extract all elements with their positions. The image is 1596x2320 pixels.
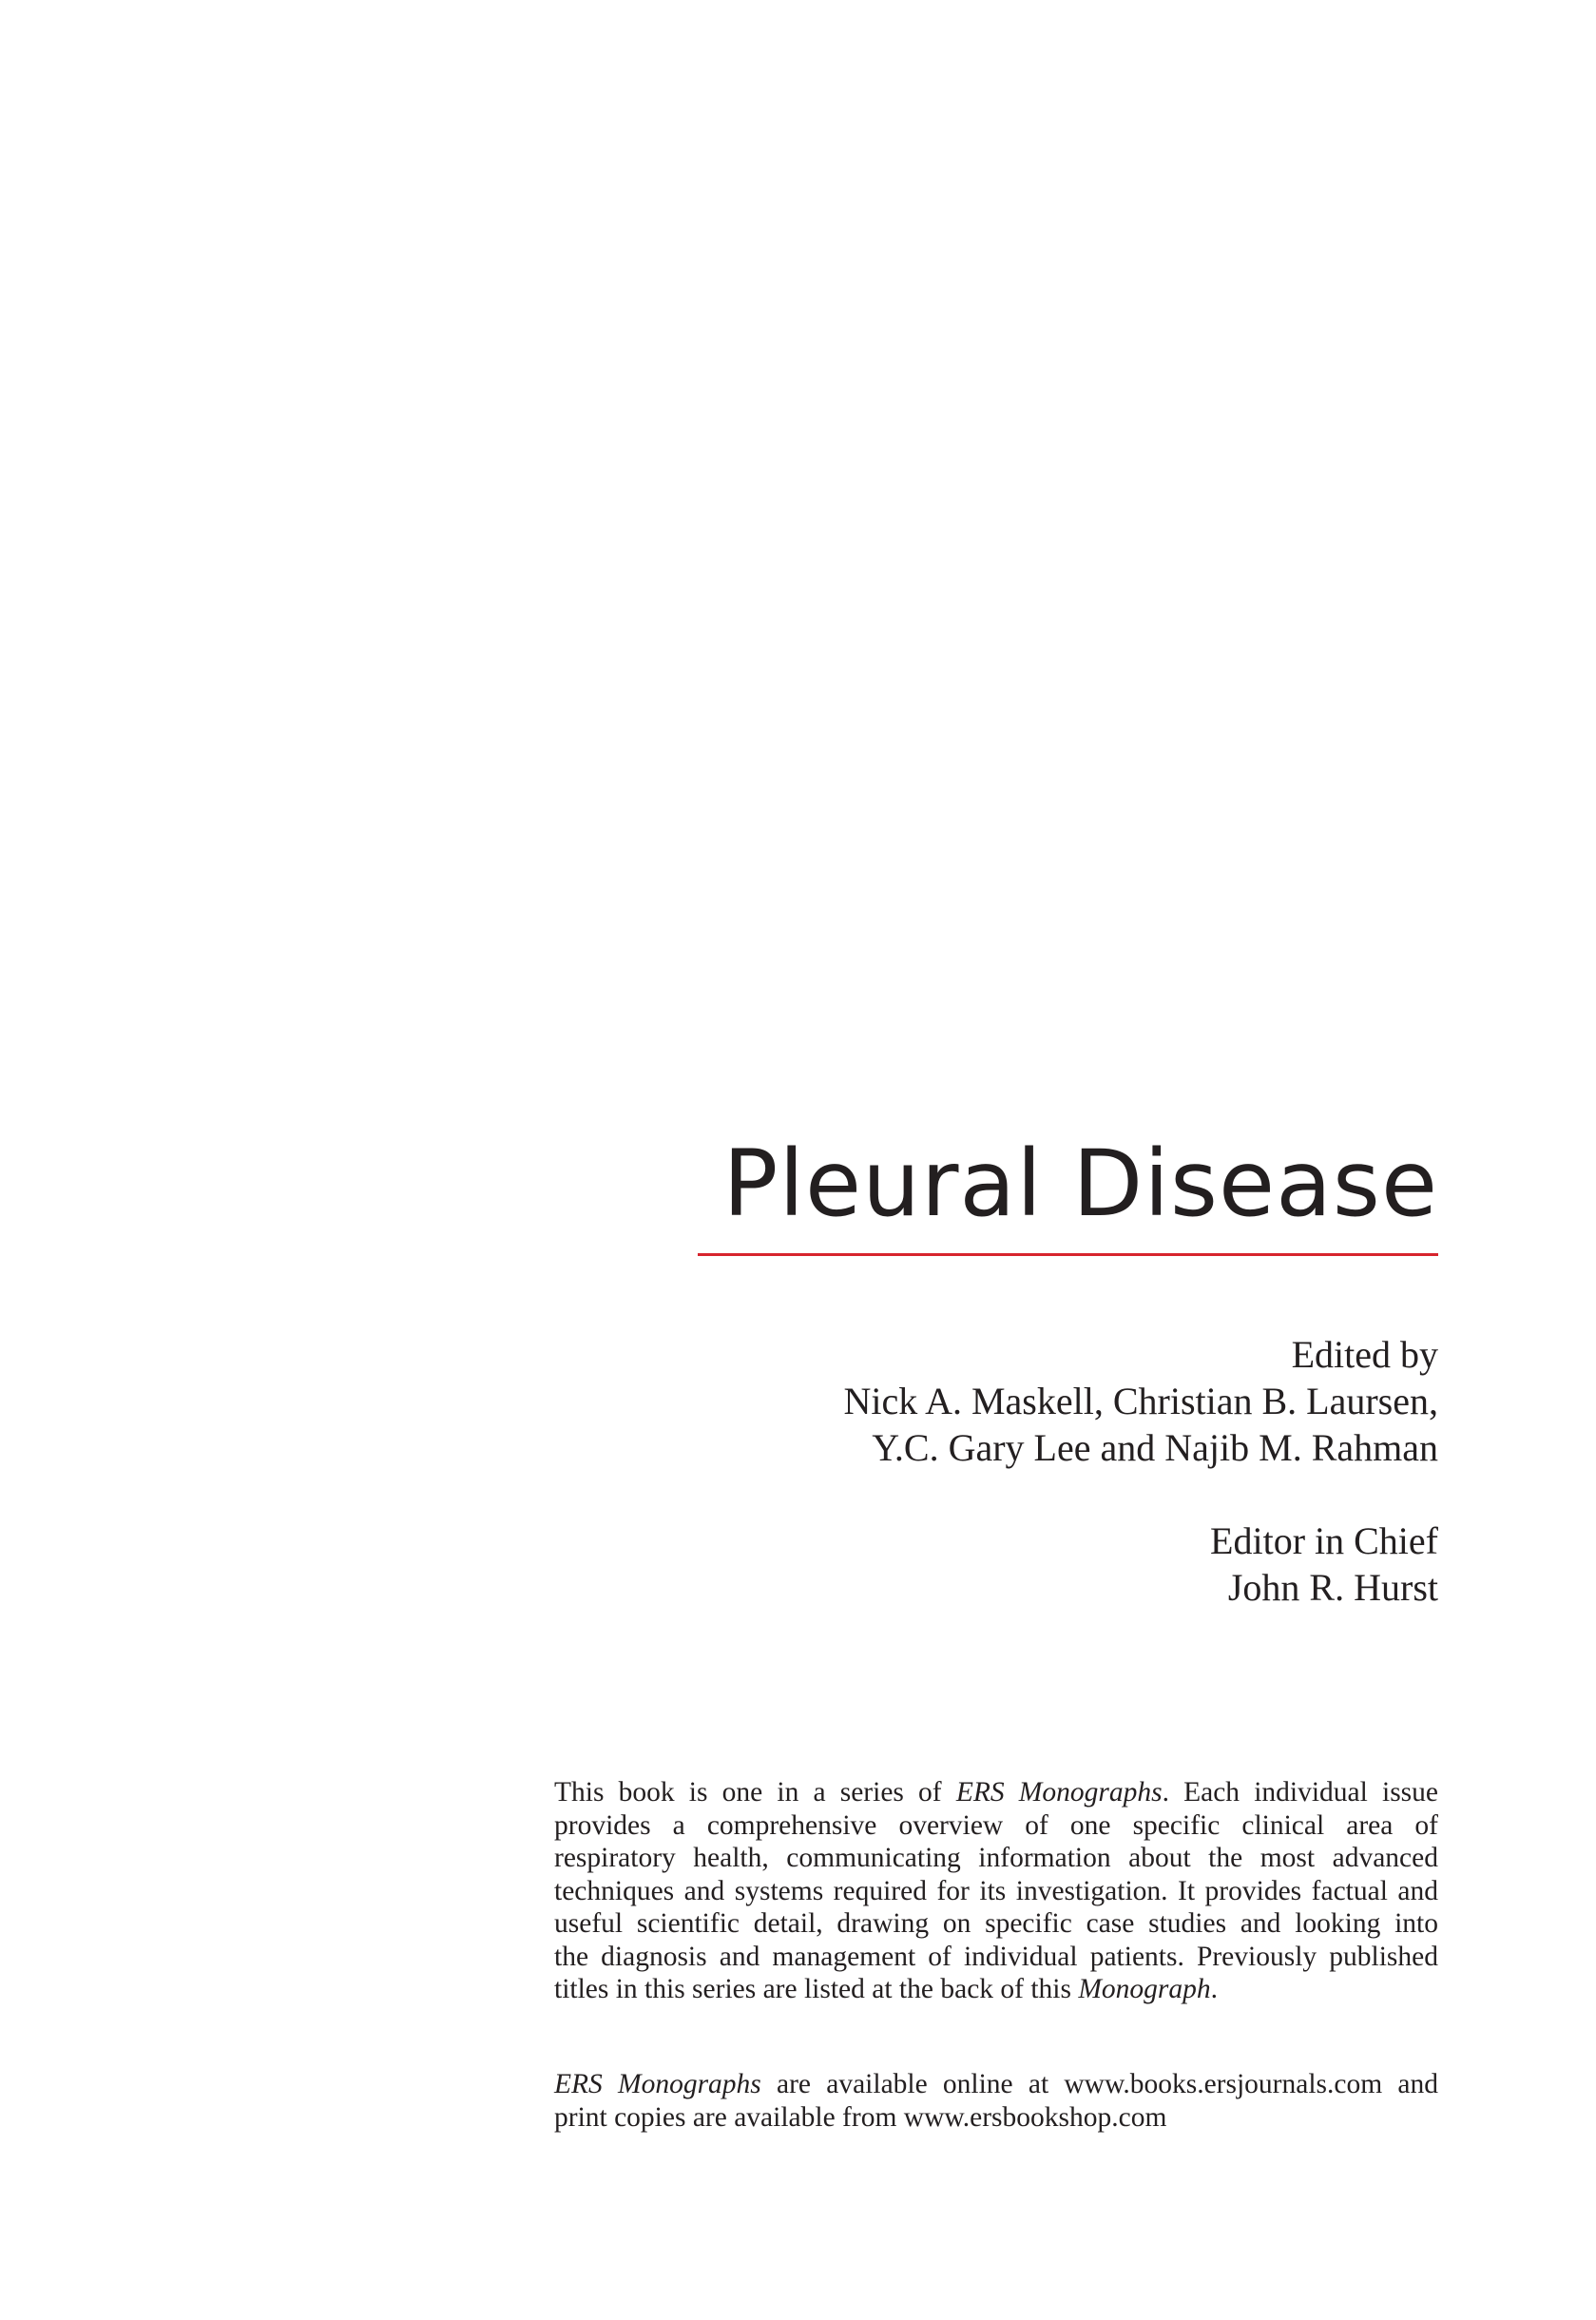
editor-in-chief-block [678,1518,1438,1611]
series-text: . [1210,1974,1219,2004]
series-description [554,1776,1438,2006]
title-underline-rule [698,1253,1438,1256]
series-description-line: provides a comprehensive overview of one specific clinical area of [554,1809,1438,1841]
editors-heading: Edited by [1291,1333,1438,1376]
series-description-line: techniques and systems required for its investigation. It provides factual and [554,1875,1438,1906]
series-description-line: respiratory health, communicating information about the most advanced [554,1843,1438,1873]
editors-names-line-1: Nick A. Maskell, Christian B. Laursen, [843,1380,1438,1422]
series-text: This book is one in a series of [554,1777,956,1808]
series-name: ERS Monographs [955,1777,1163,1808]
series-description-line: useful scientific detail, drawing on specific case studies and looking into [554,1908,1438,1939]
editors-names-line-2: Y.C. Gary Lee and Najib M. Rahman [872,1426,1438,1469]
editor-in-chief-name: John R. Hurst [1227,1566,1438,1609]
availability-line [554,2068,1438,2101]
series-name: ERS Monographs [554,2069,761,2099]
series-text: . Each individual issue [1162,1777,1439,1808]
series-text: titles in this series are listed at the back of this [554,1974,1079,2004]
availability-online-text: are available online at www.books.ersjournals.com and [760,2069,1439,2099]
availability-print-text: print copies are available from www.ersbookshop.com [554,2101,1167,2133]
editor-in-chief-heading: Editor in Chief [1210,1519,1438,1562]
series-description-line [554,1776,1438,1809]
series-description-line: the diagnosis and management of individual patients. Previously published [554,1941,1438,1972]
availability-note [554,2068,1438,2134]
monograph-word: Monograph [1078,1974,1211,2004]
editors-block [678,1331,1438,1471]
book-title: Pleural Disease [722,1131,1438,1237]
series-description-line [554,1973,1438,2006]
